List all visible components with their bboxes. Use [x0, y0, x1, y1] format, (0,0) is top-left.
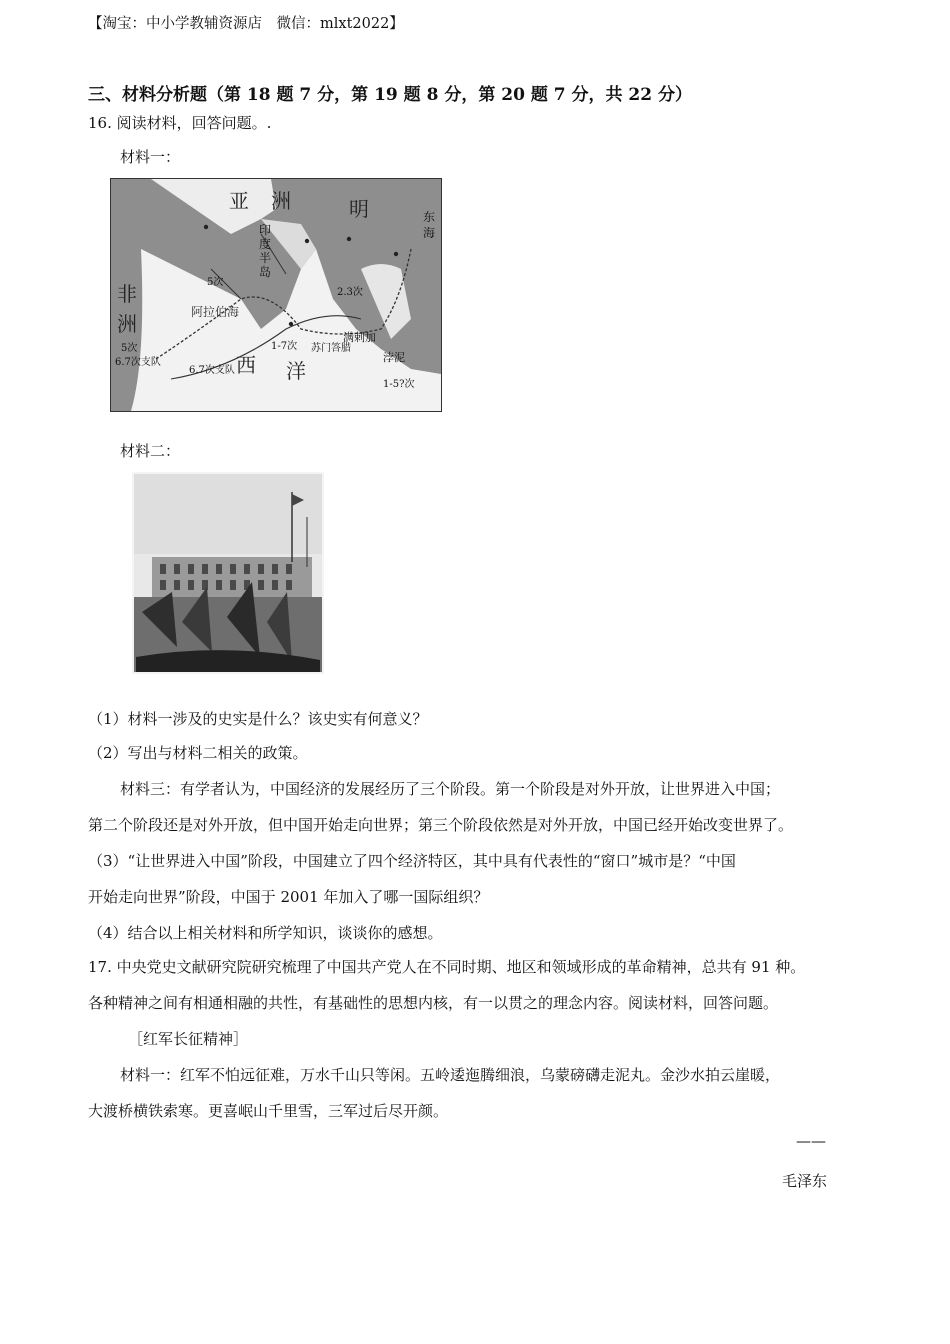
- india-char-3: 半: [259, 251, 272, 265]
- map-label-voyage157: 1-5?次: [383, 379, 415, 390]
- map-label-east-sea: [423, 209, 435, 241]
- map-label-africa: [117, 279, 139, 339]
- map-label-voyage23: 2.3次: [337, 287, 363, 298]
- india-char-1: 印: [259, 223, 272, 237]
- historical-port-photo: [132, 472, 324, 674]
- africa-char-2: 洲: [117, 312, 137, 336]
- q17-line2: 各种精神之间有相通相融的共性，有基础性的思想内核，有一以贯之的理念内容。阅读材料，回答问题。: [88, 994, 779, 1012]
- q16-material2-label: 材料二：: [120, 442, 181, 460]
- q17-material1-line1: 材料一：红军不怕远征难，万水千山只等闲。五岭逶迤腾细浪，乌蒙磅礴走泥丸。金沙水拍云崖暖，: [120, 1066, 781, 1084]
- q16-material3-line1: 材料三：有学者认为，中国经济的发展经历了三个阶段。第一个阶段是对外开放，让世界进入中国；: [120, 780, 781, 798]
- q17-attribution-dash: ——: [796, 1132, 826, 1150]
- map-label-malacca: 满剌加: [343, 331, 376, 344]
- map-label-asia: 亚: [229, 189, 249, 213]
- map-label-voyage5b: 5次: [207, 277, 224, 288]
- map-label-ming: 明: [349, 197, 369, 221]
- q16-intro: 16. 阅读材料，回答问题。.: [88, 114, 272, 132]
- q16-sub3-line2: 开始走向世界”阶段，中国于 2001 年加入了哪一国际组织？: [88, 888, 489, 906]
- map-label-voyage5: 5次: [121, 343, 138, 354]
- india-char-4: 岛: [259, 265, 272, 279]
- zheng-he-voyage-map: [110, 178, 442, 412]
- map-label-voyage67: 6.7次支队: [115, 357, 161, 368]
- q17-spirit-title: ［红军长征精神］: [128, 1030, 249, 1048]
- africa-char-1: 非: [117, 282, 137, 306]
- q16-sub1: （1）材料一涉及的史实是什么？该史实有何意义？: [88, 710, 428, 728]
- q16-material1-label: 材料一：: [120, 148, 181, 166]
- india-char-2: 度: [259, 237, 272, 251]
- map-label-voyage17: 1-7次: [271, 341, 298, 352]
- east-char-2: 海: [423, 226, 436, 240]
- q17-material1-line2: 大渡桥横铁索寒。更喜岷山千里雪，三军过后尽开颜。: [88, 1102, 449, 1120]
- map-label-sumatra: 苏门答腊: [311, 343, 351, 354]
- map-label-india: [259, 223, 271, 279]
- map-label-voyage67b: 6.7次支队: [189, 365, 235, 376]
- q17-line1: 17. 中央党史文献研究院研究梳理了中国共产党人在不同时期、地区和领域形成的革命精神，总共有 91 种。: [88, 958, 806, 976]
- q16-sub2: （2）写出与材料二相关的政策。: [88, 744, 308, 762]
- map-label-bonei: 浡泥: [383, 351, 405, 364]
- photo-svg: [132, 472, 324, 674]
- section-title: 三、材料分析题（第 18 题 7 分，第 19 题 8 分，第 20 题 7 分，共 22 分）: [88, 85, 692, 105]
- q16-sub3-line1: （3）“让世界进入中国”阶段，中国建立了四个经济特区，其中具有代表性的“窗口”城市是？“中国: [88, 852, 736, 870]
- q17-author: 毛泽东: [782, 1172, 828, 1190]
- map-label-ocean: 洋: [286, 359, 306, 383]
- map-label-arabian-sea: 阿拉伯海: [191, 305, 240, 319]
- q16-sub4: （4）结合以上相关材料和所学知识，谈谈你的感想。: [88, 924, 443, 942]
- page-header: 【淘宝：中小学教辅资源店 微信：mlxt2022】: [88, 16, 404, 32]
- q16-material3-line2: 第二个阶段还是对外开放，但中国开始走向世界；第三个阶段依然是对外开放，中国已经开始改变世界了。: [88, 816, 794, 834]
- east-char-1: 东: [423, 210, 436, 224]
- map-label-asia2: 洲: [271, 189, 291, 213]
- map-label-west: 西: [236, 353, 256, 377]
